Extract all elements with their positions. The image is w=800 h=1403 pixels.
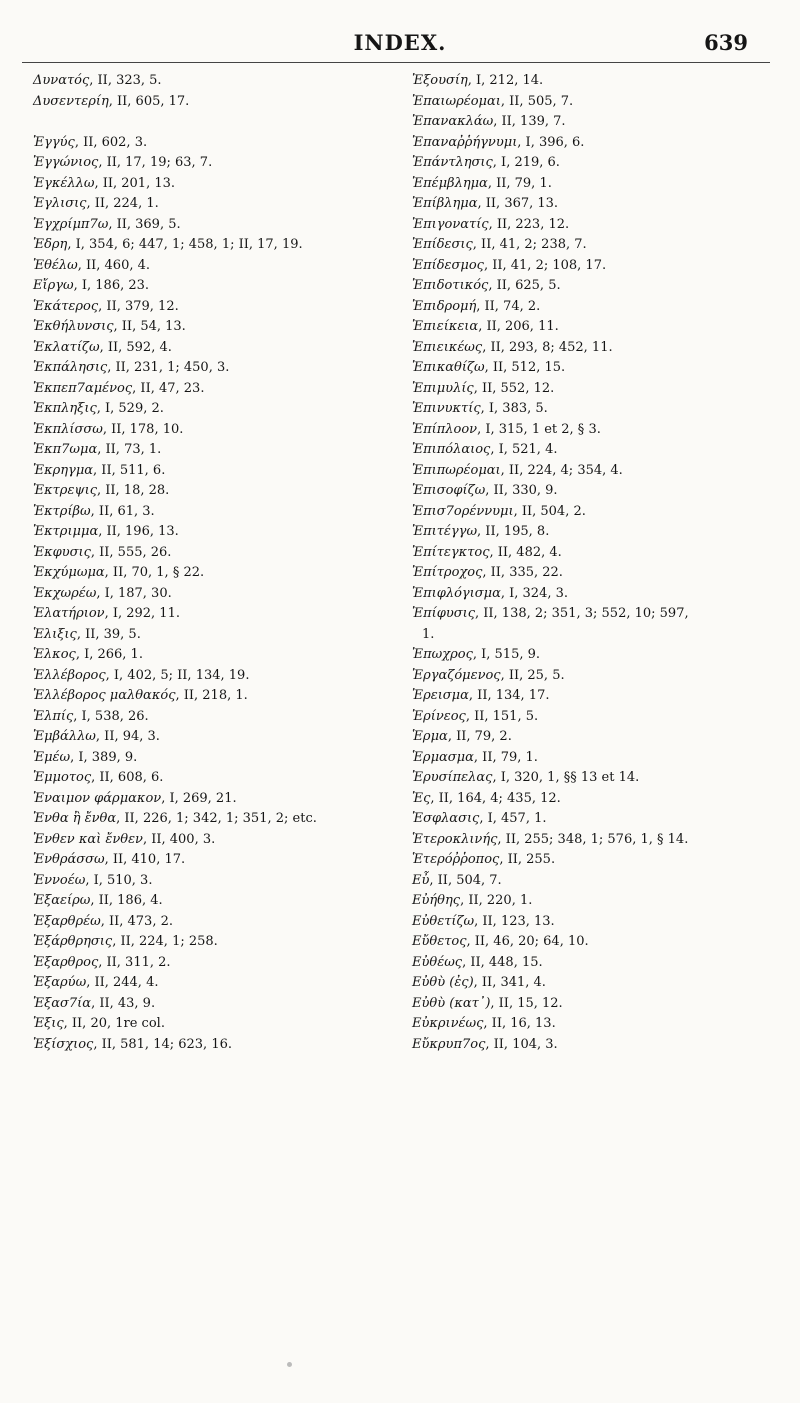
entry-headword: Ἐπίτεγκτος (412, 544, 490, 560)
entry-reference: , II, 473, 2. (100, 913, 173, 929)
entry-reference: , II, 512, 15. (484, 360, 566, 375)
entry-reference: , I, 383, 5. (480, 401, 548, 416)
entry-headword: Ἐγχρίμπ7ω (33, 216, 109, 232)
entry-reference: , II, 311, 2. (98, 954, 171, 970)
entry-headword: Ἐπιπωρέομαι (412, 462, 501, 478)
entry-headword: Ἐμμοτος (33, 770, 92, 785)
entry-reference: , II, 201, 13. (94, 175, 176, 191)
entry-headword: Ἐπιδρομή (412, 298, 477, 314)
entry-headword: Ἑλκος (33, 647, 76, 662)
index-entry (412, 1014, 782, 1035)
entry-headword: Ἐννοέω (33, 872, 86, 888)
entry-reference: , I, 521, 4. (490, 442, 558, 457)
entry-reference: , II, 255; 348, 1; 576, 1, § 14. (497, 831, 689, 847)
entry-reference: , II, 504, 7. (429, 872, 502, 888)
entry-reference: , II, 17, 19; 63, 7. (98, 155, 213, 170)
entry-reference: , II, 73, 1. (97, 442, 162, 457)
entry-headword: Δυνατός (33, 73, 90, 88)
index-entry (33, 502, 403, 523)
entry-reference: , II, 224, 1. (86, 196, 159, 211)
index-entry (412, 604, 782, 625)
entry-headword: Ἐκπληξις (33, 401, 97, 416)
entry-reference: , II, 16, 13. (483, 1016, 556, 1031)
entry-headword: Ἐκθήλυνσις (33, 319, 114, 334)
header-rule (22, 62, 770, 63)
entry-reference: , II, 46, 20; 64, 10. (466, 934, 589, 949)
entry-reference: , II, 448, 15. (462, 954, 543, 970)
entry-reference: , I, 266, 1. (75, 647, 143, 662)
entry-reference: , II, 367, 13. (477, 196, 559, 211)
entry-headword: Ἐκλατίζω (33, 339, 100, 355)
index-entry (412, 584, 782, 605)
index-entry (33, 71, 403, 92)
index-entry (33, 830, 403, 851)
entry-headword: Εὐθὺ (ἐς) (412, 975, 474, 990)
entry-headword: Ἐναιμον φάρμακον (33, 790, 162, 806)
index-entry (412, 481, 782, 502)
index-entry (412, 645, 782, 666)
entry-reference: , I, 292, 11. (104, 606, 180, 621)
index-entry (33, 153, 403, 174)
entry-headword: Ἐπανακλάω (412, 114, 494, 129)
entry-reference: , II, 369, 5. (108, 216, 181, 232)
entry-reference: , II, 460, 4. (77, 257, 151, 273)
entry-headword: Ἐνθράσσω (33, 852, 105, 867)
entry-headword: Ἐπίτροχος (412, 565, 483, 580)
entry-headword: Ἐλπίς (33, 708, 74, 724)
entry-headword: Ἐπίδεσμος (412, 257, 484, 273)
index-entry (412, 317, 782, 338)
entry-reference: , I, 212, 14. (467, 73, 544, 88)
index-entry (33, 912, 403, 933)
entry-headword: Ἐπίβλημα (412, 196, 478, 211)
entry-headword: Ἐκρηγμα (33, 462, 94, 478)
entry-headword: Ἐπικαθίζω (412, 360, 485, 375)
entry-headword: Ἐνθεν καὶ ἔνθεν (33, 831, 143, 847)
entry-reference: , II, 70, 1, § 22. (104, 565, 205, 580)
index-entry (33, 1014, 403, 1035)
page-number: 639 (704, 30, 748, 55)
entry-headword: Ἐλατήριον (33, 606, 105, 621)
entry-headword: Ἐπάντλησις (412, 155, 493, 170)
entry-headword: Ἐθέλω (33, 257, 78, 273)
entry-headword: Ἐκτρεψις (33, 483, 97, 498)
index-entry (33, 133, 403, 154)
index-entry (412, 276, 782, 297)
entry-reference: , II, 54, 13. (113, 319, 186, 334)
index-entry (412, 133, 782, 154)
entry-reference: , II, 79, 1. (473, 749, 538, 765)
index-entry (33, 256, 403, 277)
entry-reference: , II, 39, 5. (76, 626, 141, 642)
entry-reference: , I, 187, 30. (96, 585, 172, 601)
entry-headword: Ἐπιτέγγω (412, 524, 478, 539)
entry-headword: Ἐλλέβορος (33, 667, 106, 683)
entry-headword: Ἐπιφλόγισμα (412, 585, 501, 601)
index-entry (33, 871, 403, 892)
entry-reference: , II, 511, 6. (93, 462, 166, 478)
entry-reference: , II, 43, 9. (91, 995, 156, 1011)
entry-reference: , II, 255. (499, 852, 556, 867)
entry-headword: Ἑρμασμα (412, 749, 474, 765)
index-entry (33, 768, 403, 789)
index-entry (33, 379, 403, 400)
entry-reference: , II, 134, 17. (468, 688, 550, 703)
entry-reference: , II, 625, 5. (488, 278, 561, 293)
entry-headword: Εὐθὺ (κατ᾽) (412, 995, 491, 1011)
index-entry (33, 953, 403, 974)
entry-headword: Ἐπίπλοον (412, 421, 478, 437)
entry-headword: Ἐδρη (33, 237, 68, 252)
index-entry (33, 276, 403, 297)
entry-reference: , II, 555, 26. (90, 544, 172, 560)
index-entry (33, 358, 403, 379)
entry-reference: , I, 320, 1, §§ 13 et 14. (492, 770, 640, 785)
entry-reference: , II, 379, 12. (98, 298, 179, 314)
entry-reference: , I, 457, 1. (479, 811, 547, 826)
index-entry (412, 932, 782, 953)
index-entry (33, 215, 403, 236)
entry-reference: , II, 41, 2; 238, 7. (472, 237, 587, 252)
index-entry (33, 748, 403, 769)
entry-reference: , II, 335, 22. (482, 565, 563, 580)
index-entry (33, 297, 403, 318)
entry-headword: Εὔθετος (412, 934, 467, 949)
index-entry (412, 809, 782, 830)
index-entry (33, 194, 403, 215)
entry-reference: , II, 482, 4. (489, 544, 562, 560)
entry-headword: Εὐήθης (412, 893, 461, 908)
entry-reference: , I, 389, 9. (70, 749, 138, 765)
index-entry (412, 666, 782, 687)
entry-headword: Εὔκρυπ7ος (412, 1036, 486, 1052)
entry-reference: , II, 74, 2. (476, 298, 541, 314)
entry-reference: , II, 330, 9. (485, 483, 558, 498)
entry-reference: , II, 18, 28. (97, 483, 170, 498)
index-entry (33, 584, 403, 605)
entry-headword: Ἐξίσχιος (33, 1036, 94, 1052)
entry-headword: Ἐκχωρέω (33, 585, 97, 601)
entry-reference: , II, 220, 1. (460, 893, 533, 908)
index-entry (33, 338, 403, 359)
index-column-left (33, 71, 403, 1055)
entry-reference: , I, 354, 6; 447, 1; 458, 1; II, 17, 19. (67, 237, 303, 252)
entry-reference: , I, 510, 3. (85, 872, 153, 888)
entry-reference: , II, 581, 14; 623, 16. (93, 1036, 232, 1052)
index-entry (33, 174, 403, 195)
entry-headword: Ἐμέω (33, 749, 71, 765)
entry-headword: Εἴργω (33, 278, 74, 293)
entry-headword: Ἐρυσίπελας (412, 770, 493, 785)
entry-headword: Ἐκχύμωμα (33, 565, 105, 580)
entry-headword: Ἐξαρύω (33, 975, 87, 990)
entry-headword: Ἐκτριμμα (33, 524, 99, 539)
entry-reference: , II, 231, 1; 450, 3. (107, 360, 230, 375)
entry-gap (33, 112, 403, 133)
entry-reference: , II, 151, 5. (465, 708, 539, 724)
entry-headword: Ἐπαιωρέομαι (412, 93, 501, 109)
entry-reference: , II, 244, 4. (86, 975, 159, 990)
index-entry (412, 379, 782, 400)
index-entry (33, 1035, 403, 1056)
index-entry (33, 543, 403, 564)
entry-headword: Ἐξις (33, 1016, 64, 1031)
entry-headword: Ἐκφυσις (33, 544, 91, 560)
entry-headword: Ἐγγώνιος (33, 155, 99, 170)
entry-reference: , I, 186, 23. (73, 278, 150, 293)
entry-headword: Ἑκάτερος (33, 298, 99, 314)
index-entry (412, 871, 782, 892)
index-entry (412, 461, 782, 482)
entry-reference: , II, 61, 3. (90, 503, 155, 519)
index-entry (412, 358, 782, 379)
entry-reference: , I, 538, 26. (73, 708, 149, 724)
index-entry (33, 399, 403, 420)
entry-reference: , II, 293, 8; 452, 11. (482, 339, 613, 355)
entry-reference: , II, 223, 12. (488, 216, 570, 232)
running-head-title: INDEX. (353, 30, 447, 55)
index-entry (412, 297, 782, 318)
entry-reference: , II, 138, 2; 351, 3; 552, 10; 597, (475, 606, 689, 621)
index-entry (412, 256, 782, 277)
entry-headword: Ἐπίδεσις (412, 237, 473, 252)
index-entry (33, 850, 403, 871)
index-entry (33, 420, 403, 441)
entry-headword: Ἐπιδοτικός (412, 278, 489, 293)
index-entry (412, 502, 782, 523)
index-entry (412, 789, 782, 810)
entry-reference: , I, 324, 3. (500, 585, 569, 601)
entry-reference: , II, 15, 12. (490, 995, 563, 1011)
entry-continuation: 1. (422, 626, 435, 642)
entry-headword: Ἐπιείκεια (412, 319, 479, 334)
entry-headword: Ἐνθα ἢ ἔνθα (33, 811, 117, 826)
index-entry (412, 973, 782, 994)
index-entry (33, 789, 403, 810)
index-entry (412, 420, 782, 441)
index-entry (33, 686, 403, 707)
entry-reference: , I, 515, 9. (472, 647, 541, 662)
index-entry (33, 563, 403, 584)
index-entry (412, 543, 782, 564)
index-entry (33, 994, 403, 1015)
index-entry (412, 748, 782, 769)
entry-headword: Ἐπωχρος (412, 647, 473, 662)
ink-speck (287, 1362, 292, 1367)
index-entry (412, 1035, 782, 1056)
entry-headword: Ἐξαρθρέω (33, 913, 101, 929)
index-entry (412, 215, 782, 236)
index-entry (33, 522, 403, 543)
entry-reference: , II, 226, 1; 342, 1; 351, 2; etc. (116, 811, 317, 826)
entry-headword: Ἐκπάλησις (33, 360, 108, 375)
index-entry (412, 440, 782, 461)
entry-reference: , II, 504, 2. (513, 503, 586, 519)
index-entry (412, 71, 782, 92)
entry-reference: , II, 218, 1. (175, 688, 248, 703)
entry-headword: Εὖ (412, 872, 430, 888)
entry-reference: , II, 224, 4; 354, 4. (500, 462, 623, 478)
index-entry (412, 112, 782, 133)
entry-headword: Δυσεντερίη (33, 93, 109, 109)
index-entry (33, 891, 403, 912)
entry-headword: Ἐλλέβορος μαλθακός (33, 688, 176, 703)
entry-reference: , II, 139, 7. (493, 114, 566, 129)
entry-headword: Ἐξάρθρησις (33, 934, 113, 949)
entry-headword: Ἐγκέλλω (33, 175, 95, 191)
index-entry (33, 973, 403, 994)
entry-reference: , II, 164, 4; 435, 12. (430, 790, 561, 806)
entry-headword: Ἐκπ7ωμα (33, 442, 98, 457)
index-entry (412, 625, 782, 646)
entry-reference: , II, 608, 6. (91, 770, 164, 785)
entry-headword: Εὐθετίζω (412, 913, 475, 929)
index-entry (33, 481, 403, 502)
entry-headword: Ἐπιεικέως (412, 339, 483, 355)
entry-reference: , II, 196, 13. (98, 524, 179, 539)
index-entry (33, 932, 403, 953)
index-column-right (412, 71, 782, 1055)
entry-headword: Ἑτερόῤῥοπος (412, 852, 500, 867)
index-entry (412, 850, 782, 871)
entry-reference: , II, 323, 5. (89, 73, 162, 88)
index-entry (33, 645, 403, 666)
index-entry (412, 994, 782, 1015)
entry-reference: , II, 602, 3. (74, 134, 148, 150)
entry-reference: , II, 94, 3. (95, 729, 160, 744)
entry-headword: Ἐμβάλλω (33, 729, 96, 744)
entry-reference: , II, 505, 7. (500, 93, 574, 109)
index-entry (33, 92, 403, 113)
index-entry (412, 235, 782, 256)
entry-reference: , I, 396, 6. (517, 134, 585, 150)
entry-headword: Εὐκρινέως (412, 1016, 484, 1031)
entry-headword: Ἑρμα (412, 729, 448, 744)
entry-headword: Ἐρεισμα (412, 688, 469, 703)
entry-headword: Ἐσφλασις (412, 811, 480, 826)
index-entry (412, 92, 782, 113)
entry-headword: Ἐπισοφίζω (412, 483, 486, 498)
entry-reference: , I, 269, 21. (161, 790, 237, 806)
entry-reference: , II, 104, 3. (485, 1036, 558, 1052)
entry-reference: , II, 195, 8. (477, 524, 550, 539)
entry-reference: , I, 529, 2. (96, 401, 164, 416)
entry-reference: , II, 123, 13. (474, 913, 555, 929)
index-entry (33, 666, 403, 687)
entry-reference: , II, 41, 2; 108, 17. (483, 257, 607, 273)
entry-reference: , I, 219, 6. (492, 155, 560, 170)
index-entry (412, 891, 782, 912)
entry-headword: Ἑλιξις (33, 626, 77, 642)
entry-headword: Ἐκτρίβω (33, 503, 91, 519)
entry-headword: Ἐς (412, 790, 431, 806)
entry-headword: Ἐπισ7ορέννυμι (412, 503, 514, 519)
entry-reference: , I, 402, 5; II, 134, 19. (105, 667, 250, 683)
index-entry (33, 235, 403, 256)
entry-headword: Ἐξαείρω (33, 893, 91, 908)
entry-reference: , II, 552, 12. (473, 380, 555, 396)
entry-reference: , II, 400, 3. (142, 831, 216, 847)
index-entry (412, 563, 782, 584)
entry-headword: Ἐγλισις (33, 196, 87, 211)
index-entry (412, 686, 782, 707)
entry-reference: , II, 25, 5. (500, 667, 565, 683)
entry-headword: Ἐπινυκτίς (412, 401, 481, 416)
index-entry (412, 153, 782, 174)
entry-reference: , II, 186, 4. (90, 893, 163, 908)
entry-reference: , I, 315, 1 et 2, § 3. (477, 421, 601, 437)
index-entry (412, 953, 782, 974)
entry-reference: , II, 605, 17. (108, 93, 190, 109)
index-entry (33, 707, 403, 728)
entry-headword: Ἐπιπόλαιος (412, 442, 491, 457)
entry-headword: Ἐρίνεος (412, 708, 466, 724)
index-entry (412, 399, 782, 420)
index-entry (33, 604, 403, 625)
index-entry (412, 174, 782, 195)
entry-headword: Ἐξαρθρος (33, 954, 99, 970)
entry-headword: Ἐπιμυλίς (412, 380, 474, 396)
entry-headword: Ἐργαζόμενος (412, 667, 501, 683)
index-entry (33, 809, 403, 830)
entry-reference: , II, 79, 1. (487, 175, 552, 191)
entry-headword: Ἐπαναῤῥήγνυμι (412, 134, 518, 150)
index-entry (412, 522, 782, 543)
entry-headword: Ἐπέμβλημα (412, 175, 488, 191)
entry-headword: Ἐξουσίη (412, 73, 468, 88)
index-entry (33, 317, 403, 338)
index-entry (33, 625, 403, 646)
index-entry (33, 440, 403, 461)
entry-reference: , II, 178, 10. (102, 421, 184, 437)
entry-headword: Ἑτεροκλινής (412, 831, 498, 847)
index-entry (412, 830, 782, 851)
entry-reference: , II, 410, 17. (104, 852, 186, 867)
index-entry (33, 461, 403, 482)
entry-headword: Ἐκπεπ7αμένος (33, 380, 133, 396)
entry-headword: Ἐπιγονατίς (412, 216, 489, 232)
entry-reference: , II, 47, 23. (132, 380, 205, 396)
index-entry (33, 727, 403, 748)
entry-reference: , II, 20, 1re col. (63, 1016, 165, 1031)
entry-reference: , II, 206, 11. (478, 319, 559, 334)
index-entry (412, 338, 782, 359)
index-entry (412, 194, 782, 215)
index-entry (412, 768, 782, 789)
index-entry (412, 707, 782, 728)
entry-reference: , II, 224, 1; 258. (112, 934, 218, 949)
entry-reference: , II, 592, 4. (99, 339, 172, 355)
entry-reference: , II, 79, 2. (447, 729, 512, 744)
entry-headword: Εὐθέως (412, 954, 463, 970)
entry-headword: Ἐγγύς (33, 134, 75, 150)
index-entry (412, 727, 782, 748)
index-entry (412, 912, 782, 933)
entry-headword: Ἐξασ7ία (33, 995, 92, 1011)
entry-reference: , II, 341, 4. (473, 975, 546, 990)
entry-headword: Ἐκπλίσσω (33, 421, 103, 437)
entry-headword: Ἐπίφυσις (412, 606, 475, 621)
